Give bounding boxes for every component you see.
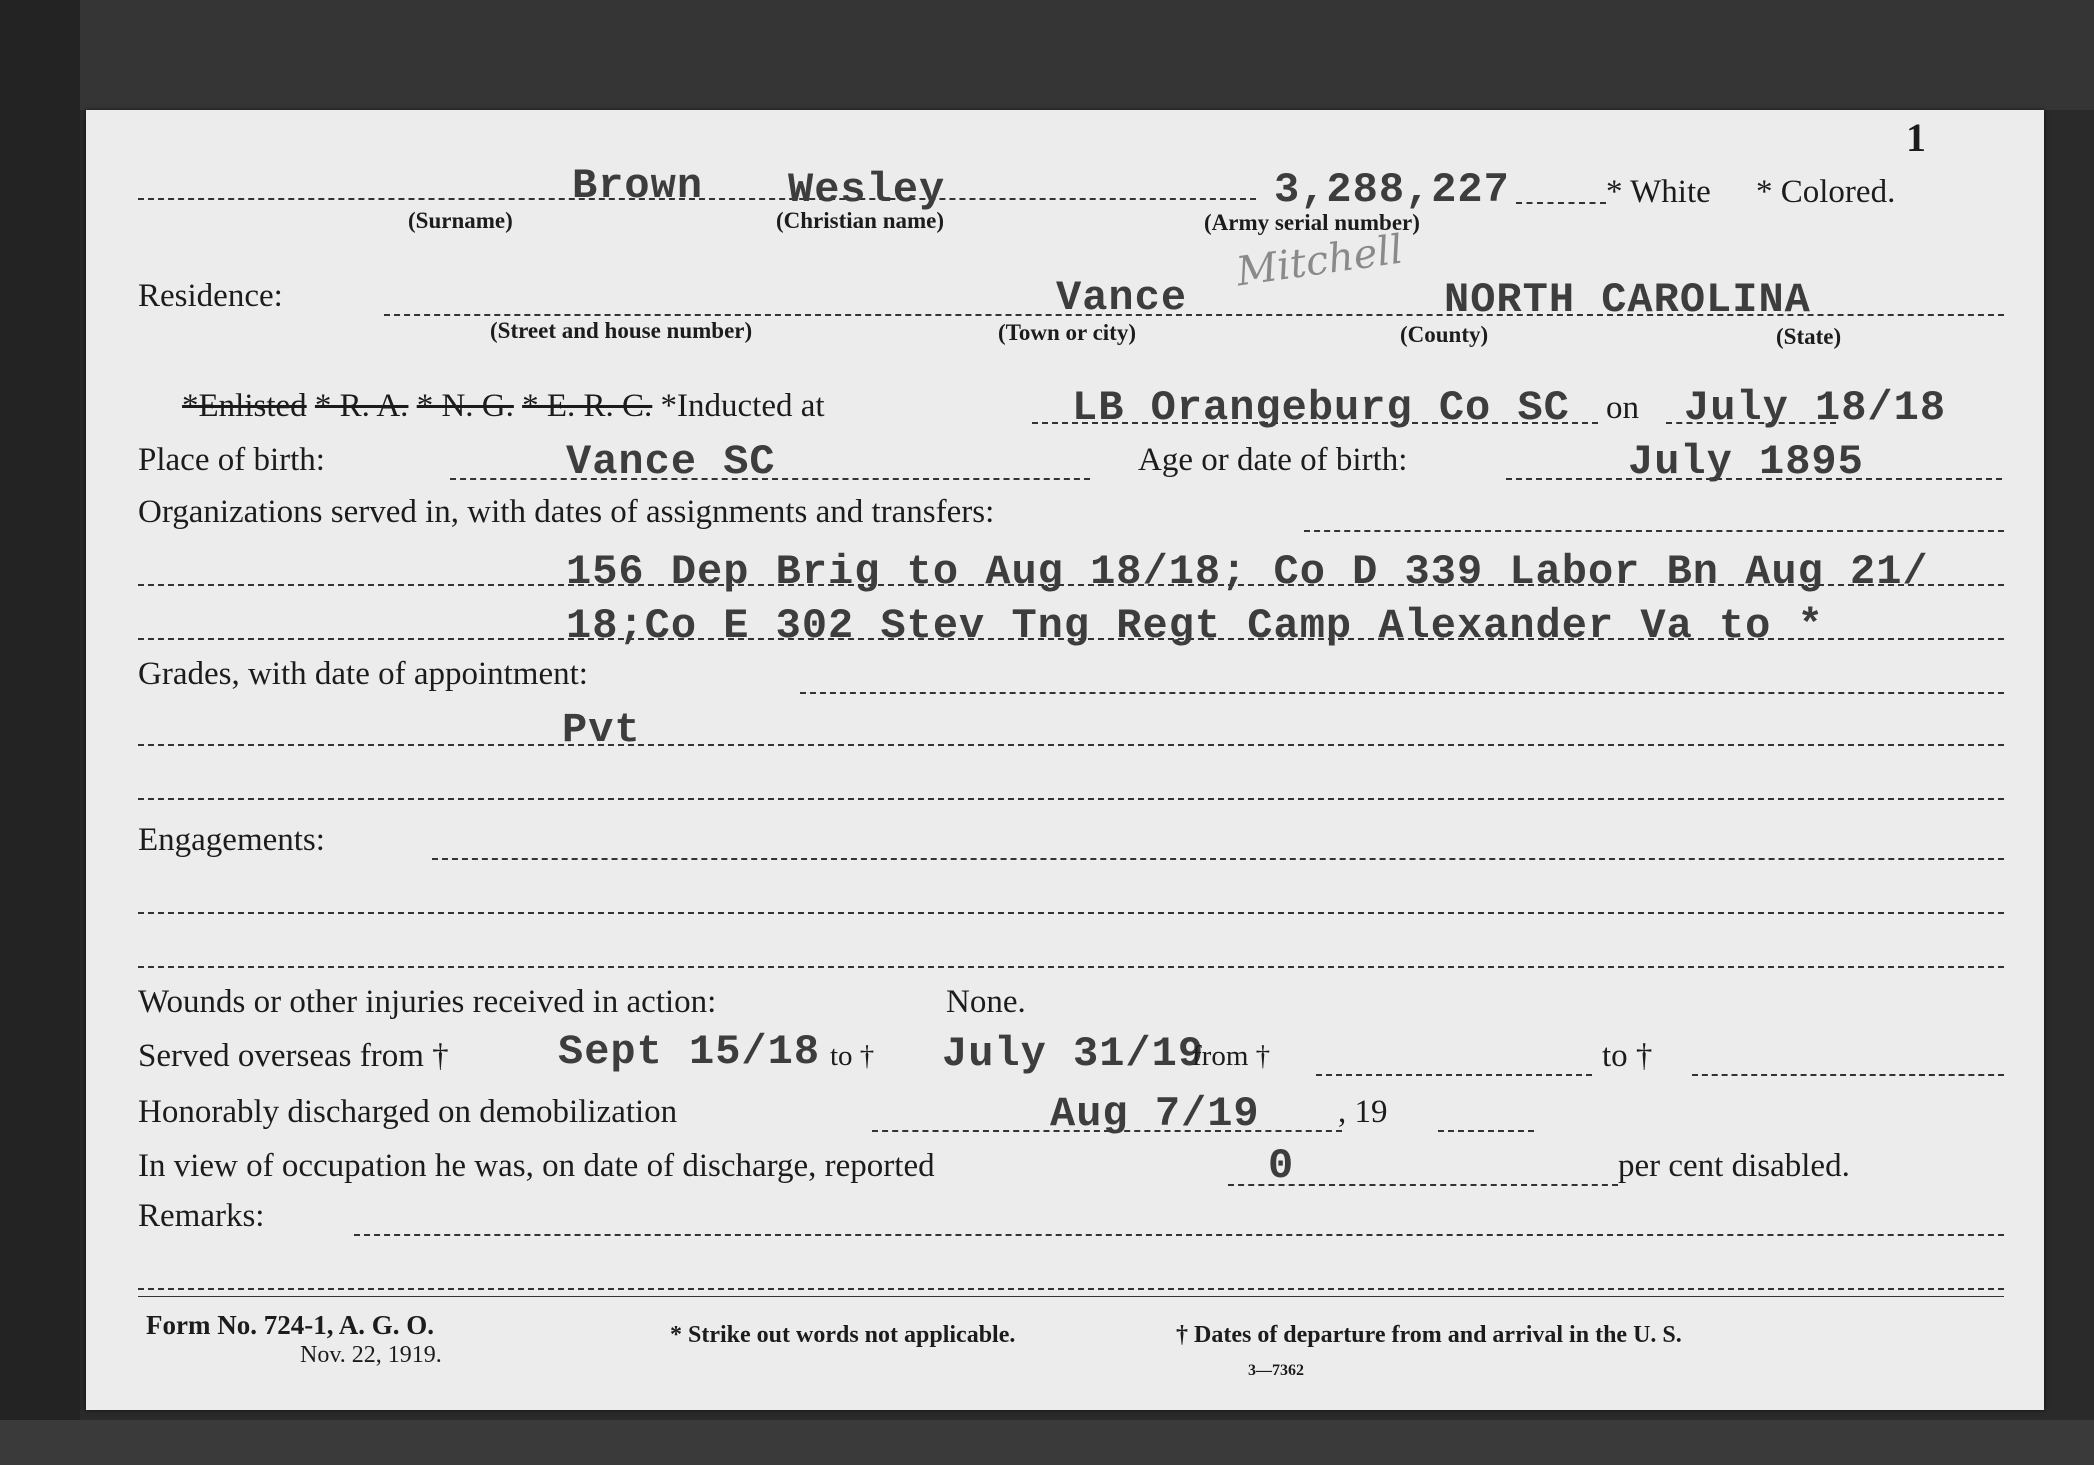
- form-number: Form No. 724-1, A. G. O.: [146, 1310, 434, 1340]
- town-caption: (Town or city): [998, 320, 1136, 345]
- ra-option: * R. A.: [314, 388, 409, 424]
- occupation-label: In view of occupation he was, on date of discharge, reported: [138, 1148, 935, 1184]
- overseas-to-value: July 31/19: [942, 1030, 1205, 1078]
- per-cent-disabled-label: per cent disabled.: [1618, 1148, 1850, 1184]
- enlisted-option: *Enlisted: [182, 388, 307, 424]
- christian-name-caption: (Christian name): [776, 208, 945, 233]
- grades-label: Grades, with date of appointment:: [138, 656, 588, 692]
- inducted-at-label: *Inducted at: [660, 388, 825, 424]
- erc-option: * E. R. C.: [522, 388, 653, 424]
- remarks-line-1: [354, 1234, 2004, 1236]
- overseas-to-label-1: to †: [830, 1040, 875, 1072]
- dates-note: † Dates of departure from and arrival in the U. S.: [1176, 1322, 1682, 1348]
- engagements-line-3: [138, 966, 2004, 968]
- remarks-line-2: [138, 1288, 2004, 1290]
- percent-disabled-value: 0: [1268, 1142, 1295, 1190]
- residence-label: Residence:: [138, 278, 283, 314]
- organizations-label: Organizations served in, with dates of assignments and transfers:: [138, 494, 995, 530]
- serial-caption: (Army serial number): [1204, 210, 1420, 235]
- overseas-to-line-2: [1692, 1074, 2004, 1076]
- scanner-background-left: [0, 0, 80, 1465]
- organizations-line-1: [1304, 530, 2004, 532]
- county-caption: (County): [1400, 322, 1489, 347]
- honorably-discharged-label: Honorably discharged on demobilization: [138, 1094, 678, 1130]
- engagements-line-2: [138, 912, 2004, 914]
- form-code: 3—7362: [1248, 1362, 1304, 1379]
- discharged-year-label: , 19: [1338, 1094, 1388, 1130]
- grades-line-2: [138, 744, 2004, 746]
- christian-name-value: Wesley: [788, 166, 946, 214]
- white-option: * White: [1606, 174, 1711, 210]
- organizations-value-2: 18;Co E 302 Stev Tng Regt Camp Alexander Va to *: [566, 602, 1824, 650]
- place-of-birth-value: Vance SC: [566, 438, 776, 486]
- form-date: Nov. 22, 1919.: [300, 1342, 442, 1368]
- grades-line-1: [800, 692, 2004, 694]
- surname-caption: (Surname): [408, 208, 513, 233]
- page-number: 1: [1906, 115, 1926, 160]
- remarks-line-3: [138, 1296, 2004, 1297]
- served-overseas-label: Served overseas from †: [138, 1038, 449, 1074]
- colored-option: * Colored.: [1756, 174, 1896, 210]
- organizations-value-1: 156 Dep Brig to Aug 18/18; Co D 339 Labor Bn Aug 21/: [566, 548, 1929, 596]
- grade-value: Pvt: [562, 706, 641, 754]
- overseas-from-label-2: from †: [1192, 1040, 1271, 1072]
- wounds-label: Wounds or other injuries received in action:: [138, 984, 717, 1020]
- place-of-birth-label: Place of birth:: [138, 442, 325, 478]
- grades-line-3: [138, 798, 2004, 800]
- overseas-from-value: Sept 15/18: [558, 1028, 821, 1076]
- state-caption: (State): [1776, 324, 1842, 349]
- serial-line: [1516, 202, 1606, 204]
- wounds-value: None.: [946, 984, 1026, 1020]
- scanner-background-bottom: [0, 1420, 2094, 1465]
- overseas-to-label-2: to †: [1602, 1038, 1653, 1074]
- inducted-on-value: July 18/18: [1684, 384, 1947, 432]
- surname-value: Brown: [572, 162, 704, 210]
- date-of-birth-value: July 1895: [1628, 438, 1864, 486]
- residence-county-handwritten: Mitchell: [1233, 226, 1406, 296]
- inducted-on-label: on: [1606, 390, 1639, 426]
- ng-option: * N. G.: [416, 388, 514, 424]
- service-record-card: [86, 110, 2044, 1410]
- street-caption: (Street and house number): [490, 318, 753, 343]
- enlistment-options: [182, 388, 825, 425]
- scanner-background-top: [0, 0, 2094, 110]
- residence-state-value: NORTH CAROLINA: [1444, 276, 1811, 324]
- engagements-label: Engagements:: [138, 822, 325, 858]
- strike-note: * Strike out words not applicable.: [670, 1322, 1016, 1348]
- discharged-value: Aug 7/19: [1050, 1090, 1260, 1138]
- inducted-at-value: LB Orangeburg Co SC: [1072, 384, 1570, 432]
- overseas-from-line-2: [1316, 1074, 1592, 1076]
- discharged-year-line: [1438, 1130, 1534, 1132]
- residence-town-value: Vance: [1056, 274, 1188, 322]
- engagements-line-1: [432, 858, 2004, 860]
- remarks-label: Remarks:: [138, 1198, 265, 1234]
- age-or-dob-label: Age or date of birth:: [1138, 442, 1408, 478]
- serial-number-value: 3,288,227: [1274, 166, 1510, 214]
